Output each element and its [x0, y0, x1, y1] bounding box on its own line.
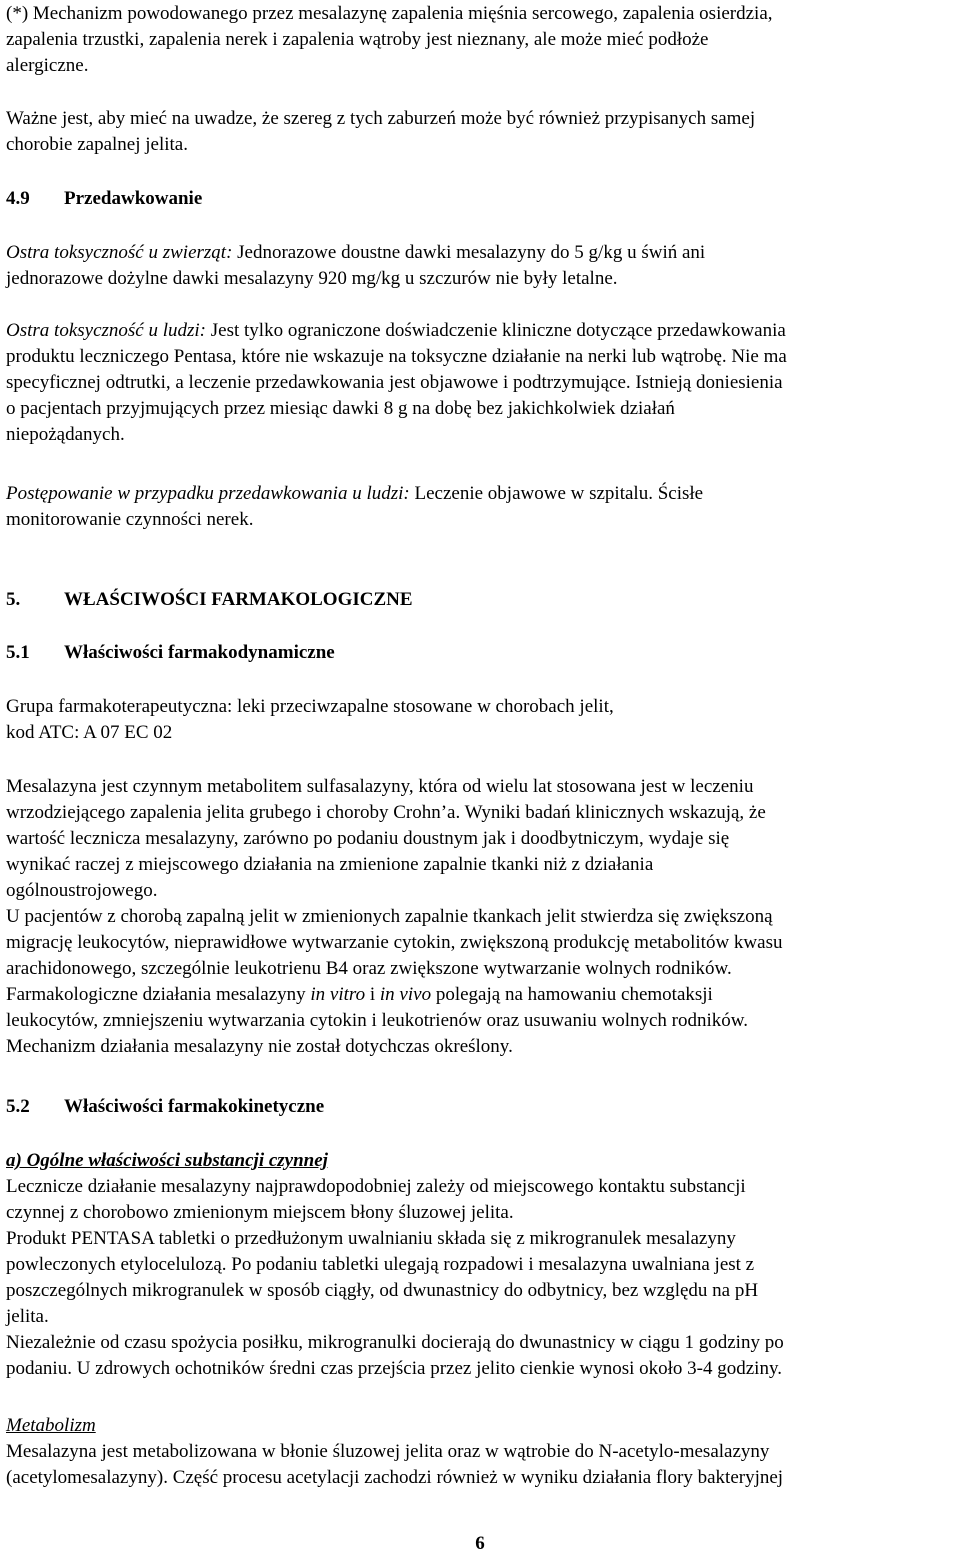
- section-title: Właściwości farmakokinetyczne: [64, 1096, 325, 1117]
- text-line: Mesalazyna jest metabolizowana w błonie śluzowej jelita oraz w wątrobie do N-acetylo-mesalazyny: [6, 1441, 770, 1462]
- text-line: wynikać raczej z miejscowego działania na zmienione zapalnie tkanki niż z działania: [6, 854, 654, 875]
- text-span: i: [365, 984, 380, 1005]
- text-line: kod ATC: A 07 EC 02: [6, 722, 173, 743]
- text-line: ogólnoustrojowego.: [6, 880, 158, 901]
- page-number: 6: [475, 1533, 485, 1554]
- text-line: monitorowanie czynności nerek.: [6, 509, 254, 530]
- text-line: U pacjentów z chorobą zapalną jelit w zmienionych zapalnie tkankach jelit stwierdza się zwiększoną: [6, 906, 773, 927]
- overdose-management-paragraph: [6, 481, 958, 533]
- section-heading-5-1: [6, 640, 958, 666]
- section-title: Przedawkowanie: [64, 188, 203, 209]
- text-line: chorobie zapalnej jelita.: [6, 134, 188, 155]
- latin-term: in vivo: [379, 984, 432, 1005]
- text-line: wrzodziejącego zapalenia jelita grubego i choroby Crohn’a. Wyniki badań klinicznych wskazują, że: [6, 802, 766, 823]
- text-line: (*) Mechanizm powodowanego przez mesalazynę zapalenia mięśnia sercowego, zapalenia osierdzia,: [6, 3, 773, 24]
- note-paragraph: [6, 106, 958, 158]
- text-line: Ważne jest, aby mieć na uwadze, że szereg z tych zaburzeń może być również przypisanych samej: [6, 108, 756, 129]
- pharmacodynamics-paragraph: [6, 774, 958, 1060]
- pharmacokinetics-paragraph: [6, 1174, 958, 1382]
- text-span: Leczenie objawowe w szpitalu. Ścisłe: [409, 483, 704, 504]
- text-line: Lecznicze działanie mesalazyny najprawdopodobniej zależy od miejscowego kontaktu substancji: [6, 1176, 746, 1197]
- text-line: arachidonowego, szczególnie leukotrienu B4 oraz zwiększone wytwarzanie wolnych rodników.: [6, 958, 732, 979]
- text-span: polegają na hamowaniu chemotaksji: [431, 984, 713, 1005]
- text-line: jelita.: [6, 1306, 49, 1327]
- metabolism-heading: Metabolizm: [6, 1415, 96, 1436]
- human-toxicity-paragraph: [6, 318, 958, 448]
- section-heading-4-9: [6, 186, 958, 212]
- paragraph-label: Postępowanie w przypadku przedawkowania u ludzi:: [6, 483, 410, 504]
- text-line: niepożądanych.: [6, 424, 125, 445]
- text-line: powleczonych etylocelulozą. Po podaniu tabletki ulegają rozpadowi i mesalazyna uwalniana jest z: [6, 1254, 755, 1275]
- text-line: zapalenia trzustki, zapalenia nerek i zapalenia wątroby jest nieznany, ale może mieć podłoże: [6, 29, 709, 50]
- text-line: Niezależnie od czasu spożycia posiłku, mikrogranulki docierają do dwunastnicy w ciągu 1 godziny po: [6, 1332, 784, 1353]
- text-line: wartość lecznicza mesalazyny, zarówno po podaniu doustnym jak i doodbytniczym, wydaje się: [6, 828, 730, 849]
- section-number: 4.9: [6, 188, 30, 209]
- text-line: alergiczne.: [6, 55, 89, 76]
- text-line: Mesalazyna jest czynnym metabolitem sulfasalazyny, która od wielu lat stosowana jest w leczeniu: [6, 776, 754, 797]
- text-line: (acetylomesalazyny). Część procesu acetylacji zachodzi również w wyniku działania flory bakteryjnej: [6, 1467, 784, 1488]
- text-line: leukocytów, zmniejszeniu wytwarzania cytokin i leukotrienów oraz usuwaniu wolnych rodników.: [6, 1010, 749, 1031]
- section-heading-5-2: [6, 1094, 958, 1120]
- section-title: Właściwości farmakodynamiczne: [64, 642, 335, 663]
- text-line: o pacjentach przyjmujących przez miesiąc dawki 8 g na dobę bez jakichkolwiek działań: [6, 398, 675, 419]
- text-span: Jednorazowe doustne dawki mesalazyny do 5 g/kg u świń ani: [232, 242, 706, 263]
- section-heading-5: [6, 587, 958, 613]
- text-line: jednorazowe dożylne dawki mesalazyny 920 mg/kg u szczurów nie były letalne.: [6, 268, 618, 289]
- section-title: WŁAŚCIWOŚCI FARMAKOLOGICZNE: [64, 589, 413, 610]
- animal-toxicity-paragraph: [6, 240, 958, 292]
- paragraph-label: Ostra toksyczność u ludzi:: [6, 320, 207, 341]
- text-line: czynnej z chorobowo zmienionym miejscem błony śluzowej jelita.: [6, 1202, 514, 1223]
- section-number: 5.: [6, 589, 21, 610]
- footnote-paragraph: [6, 1, 958, 79]
- text-line: Produkt PENTASA tabletki o przedłużonym uwalnianiu składa się z mikrogranulek mesalazyny: [6, 1228, 736, 1249]
- section-number: 5.2: [6, 1096, 30, 1117]
- paragraph-label: Ostra toksyczność u zwierząt:: [6, 242, 233, 263]
- text-line: migrację leukocytów, nieprawidłowe wytwarzanie cytokin, zwiększoną produkcję metabolitów kwasu: [6, 932, 783, 953]
- section-number: 5.1: [6, 642, 30, 663]
- text-line: specyficznej odtrutki, a leczenie przedawkowania jest objawowe i podtrzymujące. Istnieją doniesienia: [6, 372, 783, 393]
- text-line: produktu leczniczego Pentasa, które nie wskazuje na toksyczne działanie na nerki lub wątrobę. Nie ma: [6, 346, 787, 367]
- text-line: poszczególnych mikrogranulek w sposób ciągły, od dwunastnicy do odbytnicy, bez względu na pH: [6, 1280, 759, 1301]
- text-span: Jest tylko ograniczone doświadczenie kliniczne dotyczące przedawkowania: [206, 320, 786, 341]
- latin-term: in vitro: [310, 984, 366, 1005]
- atc-group-paragraph: [6, 694, 958, 746]
- text-line: Mechanizm działania mesalazyny nie został dotychczas określony.: [6, 1036, 513, 1057]
- text-line: Grupa farmakoterapeutyczna: leki przeciwzapalne stosowane w chorobach jelit,: [6, 696, 614, 717]
- subsection-heading-a: a) Ogólne właściwości substancji czynnej: [6, 1150, 328, 1171]
- text-span: Farmakologiczne działania mesalazyny: [6, 984, 311, 1005]
- text-line: podaniu. U zdrowych ochotników średni czas przejścia przez jelito cienkie wynosi około 3-4 godziny.: [6, 1358, 782, 1379]
- metabolism-paragraph: [6, 1439, 958, 1491]
